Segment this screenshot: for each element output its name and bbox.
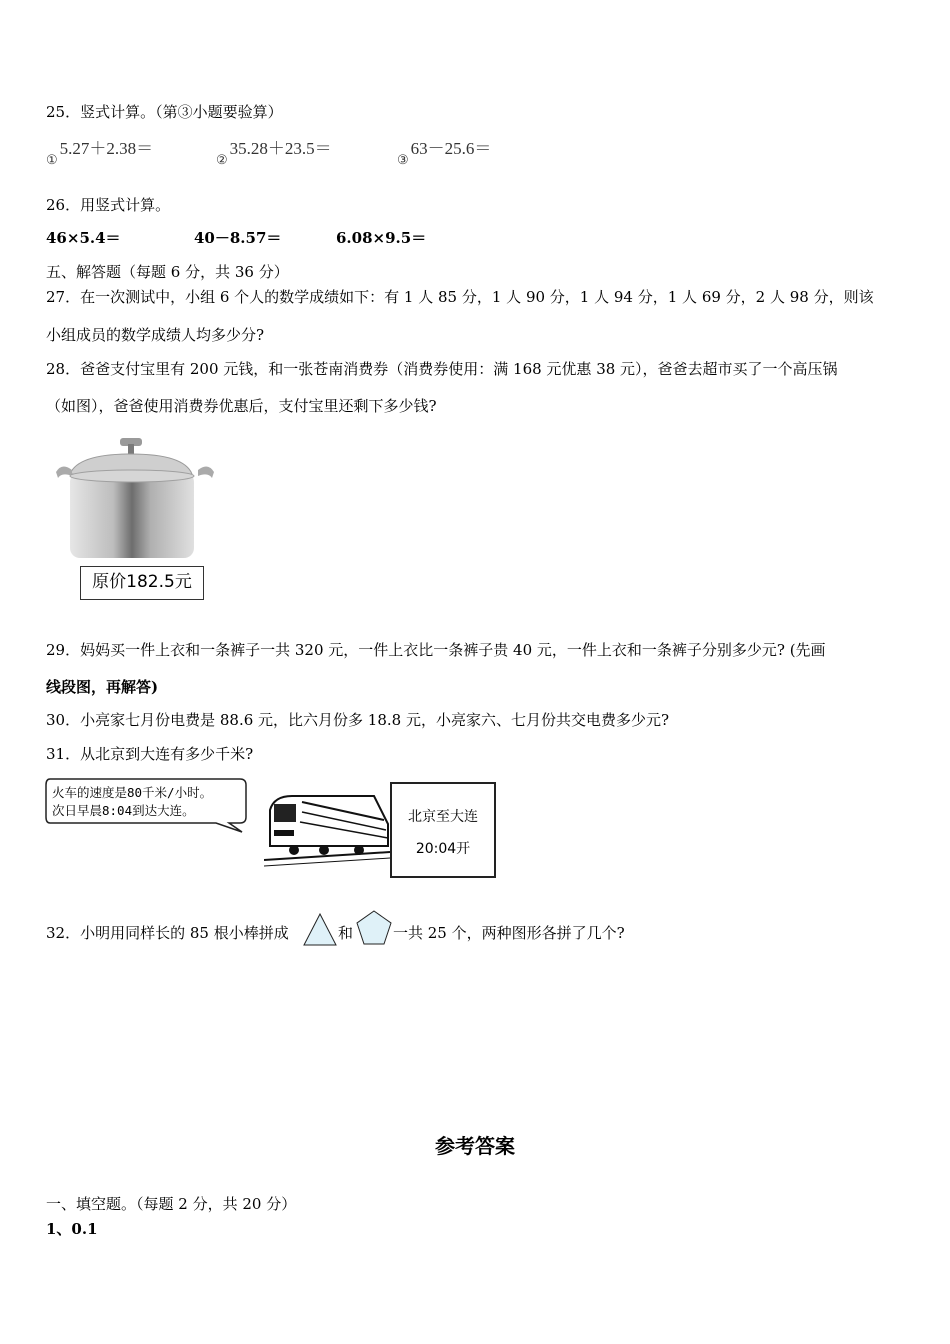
speech-bubble-line-1: 火车的速度是80千米/小时。 <box>52 785 213 800</box>
q25-item-2-expr: 35.28＋23.5＝ <box>229 139 332 158</box>
price-label: 原价182.5元 <box>80 566 204 600</box>
q31-text: 31．从北京到大连有多少千米? <box>46 745 254 763</box>
q29-line-1: 29．妈妈买一件上衣和一条裤子一共 320 元，一件上衣比一条裤子贵 40 元，一件上衣和一条裤子分别多少元? (先画 <box>46 641 826 659</box>
answers-section-1: 一、填空题。（每题 2 分，共 20 分） <box>46 1195 297 1213</box>
q25-item-3-expr: 63－25.6＝ <box>410 139 492 158</box>
q25-item-1-expr: 5.27＋2.38＝ <box>59 139 154 158</box>
train-sign-time: 20:04开 <box>415 841 471 857</box>
train-sign <box>390 782 496 878</box>
q27-line-1: 27．在一次测试中，小组 6 个人的数学成绩如下：有 1 人 85 分，1 人 90 分，1 人 94 分，1 人 69 分，2 人 98 分，则该 <box>46 288 874 306</box>
q26-item-3: 6.08×9.5＝ <box>336 229 427 247</box>
q29-line-2: 线段图，再解答) <box>46 678 159 696</box>
train-sign-route: 北京至大连 <box>408 809 478 825</box>
q32-part-2: 和 <box>338 924 354 942</box>
q25-title: 25．竖式计算。（第③小题要验算） <box>46 103 283 121</box>
q25-item-3-number: ③ <box>397 152 409 167</box>
q27-line-2: 小组成员的数学成绩人均多少分? <box>46 326 265 344</box>
q32-part-3: 一共 25 个，两种图形各拼了几个? <box>393 924 625 942</box>
q30-text: 30．小亮家七月份电费是 88.6 元，比六月份多 18.8 元，小亮家六、七月份共交电费多少元? <box>46 711 670 729</box>
section-5-title: 五、解答题（每题 6 分，共 36 分） <box>46 263 289 281</box>
answers-title: 参考答案 <box>435 1134 515 1158</box>
q26-title: 26．用竖式计算。 <box>46 196 171 214</box>
q26-item-1: 46×5.4＝ <box>46 229 121 247</box>
pentagon-icon <box>355 909 393 947</box>
triangle-icon <box>302 912 338 948</box>
q25-item-2 <box>216 134 332 167</box>
q25-item-1-number: ① <box>46 152 58 167</box>
q28-line-2: （如图），爸爸使用消费券优惠后，支付宝里还剩下多少钱? <box>46 397 437 415</box>
speech-bubble-text <box>52 784 212 820</box>
q25-item-3 <box>397 134 492 167</box>
speech-bubble-line-2: 次日早晨8:04到达大连。 <box>52 803 195 818</box>
q25-item-1 <box>46 134 154 167</box>
q32-part-1: 32．小明用同样长的 85 根小棒拼成 <box>46 924 289 942</box>
train-image <box>264 790 390 868</box>
answer-1: 1、0.1 <box>46 1220 98 1238</box>
pressure-cooker-image <box>48 432 223 562</box>
q26-item-2: 40－8.57＝ <box>194 229 282 247</box>
q25-item-2-number: ② <box>216 152 228 167</box>
q28-line-1: 28．爸爸支付宝里有 200 元钱，和一张苍南消费券（消费券使用：满 168 元优惠 38 元），爸爸去超市买了一个高压锅 <box>46 360 838 378</box>
